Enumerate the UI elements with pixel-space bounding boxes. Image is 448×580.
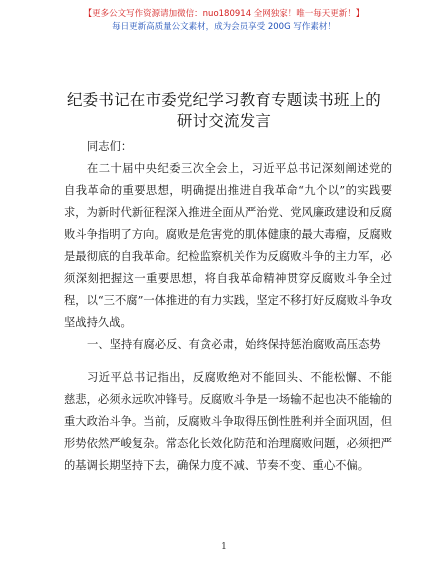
document-title-line-2: 研讨交流发言 <box>176 112 272 130</box>
body-paragraph-2: 习近平总书记指出，反腐败绝对不能回头、不能松懈、不能慈悲，必须永远吹冲锋号。反腐败斗争是一场输不起也决不能输的重大政治斗争。当前，反腐败斗争取得压倒性胜利并全面巩固，但形势依然严峻复杂。常态化长效化防范和治理腐败问题，必须把严的基调长期坚持下去，确保力度不减、节奏不变、重心不偏。 <box>64 371 392 472</box>
greeting: 同志们： <box>87 140 133 153</box>
document-title <box>40 90 408 132</box>
page-number: 1 <box>221 542 227 552</box>
section-heading-1: 一、坚持有腐必反、有贪必肃，始终保持惩治腐败高压态势 <box>87 338 381 351</box>
document-body <box>64 136 392 477</box>
body-paragraph-1: 在二十届中央纪委三次全会上，习近平总书记深刻阐述党的自我革命的重要思想，明确提出推进自我革命“九个以”的实践要求，为新时代新征程深入推进全面从严治党、党风廉政建设和反腐败斗争指明了方向。腐败是危害党的肌体健康的最大毒瘤，反腐败是最彻底的自我革命。纪检监察机关作为反腐败斗争的主力军，必须深刻把握这一重要思想，将自我革命精神贯穿反腐败斗争全过程，以“三不腐”一体推进的有力实践，坚定不移打好反腐败斗争攻坚战持久战。 <box>64 162 392 329</box>
promo-banner-line-2: 每日更新高质量公文素材，成为会员享受 200G 写作素材！ <box>112 22 336 32</box>
promo-banner <box>0 8 448 34</box>
document-title-line-1: 纪委书记在市委党纪学习教育专题读书班上的 <box>66 91 381 109</box>
promo-banner-line-1: 【更多公文写作资源请加微信：nuo180914 全网独家！唯一每天更新！】 <box>83 9 365 19</box>
